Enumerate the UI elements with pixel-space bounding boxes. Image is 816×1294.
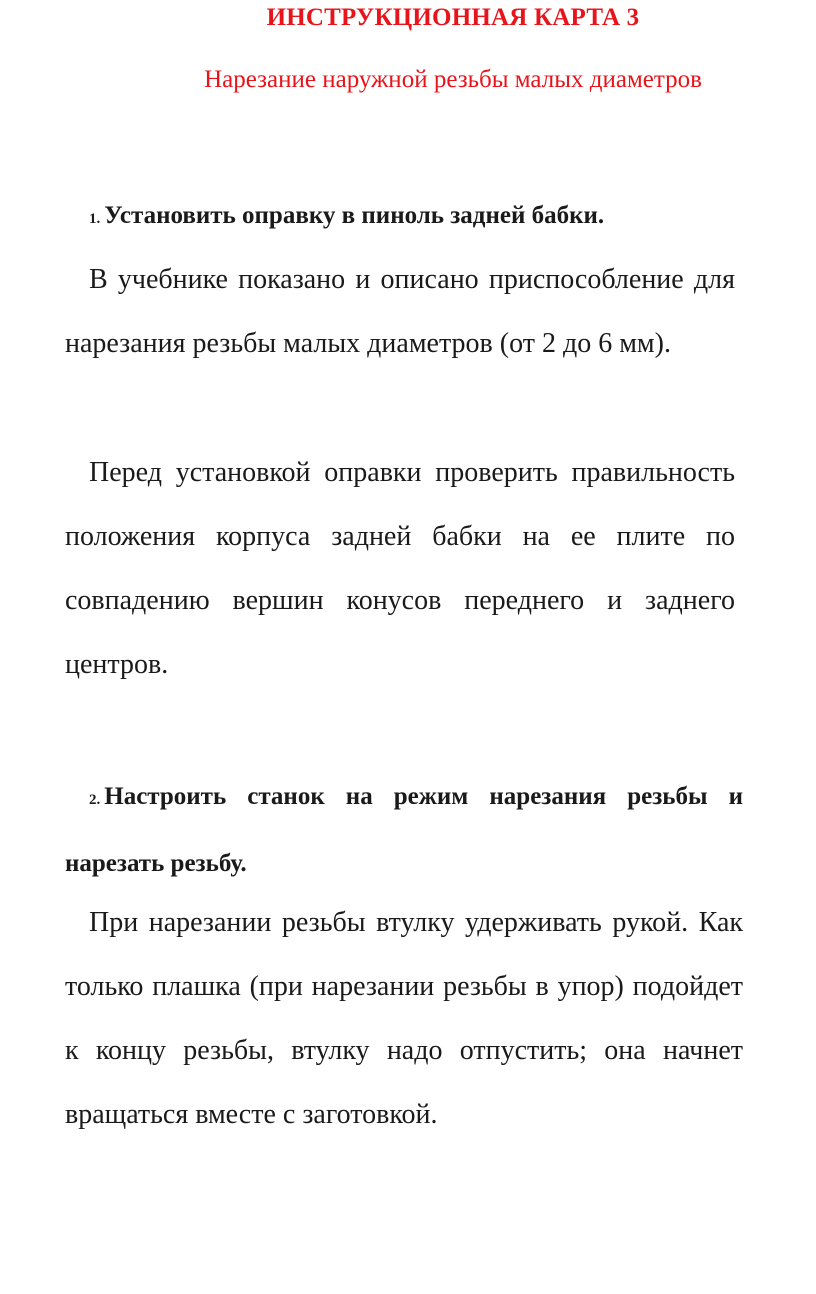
step-1-paragraph-1 xyxy=(65,248,735,376)
document-title: ИНСТРУКЦИОННАЯ КАРТА 3 xyxy=(266,4,640,31)
step-2-heading xyxy=(65,765,743,896)
step-1-paragraph-1-text: В учебнике показано и описано приспособление для нарезания резьбы малых диаметров (от 2 до 6 мм). xyxy=(65,264,735,359)
step-2-paragraph-1-text: При нарезании резьбы втулку удерживать рукой. Как только плашка (при нарезании резьбы в упор) подойдет к концу резьбы, втулку надо отпустить; она начнет вращаться вместе с заготовкой. xyxy=(65,907,743,1130)
step-1-heading xyxy=(65,184,743,251)
step-1-number: 1. xyxy=(89,211,101,227)
step-1-heading-text: Установить оправку в пиноль задней бабки. xyxy=(104,202,605,229)
step-1-paragraph-2 xyxy=(65,441,735,697)
step-1-paragraph-2-text: Перед установкой оправки проверить правильность положения корпуса задней бабки на ее плите по совпадению вершин конусов переднего и заднего центров. xyxy=(65,457,735,680)
step-2-paragraph-1 xyxy=(65,891,743,1147)
step-2-number: 2. xyxy=(89,792,101,808)
step-2-heading-text: Настроить станок на режим нарезания резьбы и нарезать резьбу. xyxy=(65,783,743,877)
document-subtitle: Нарезание наружной резьбы малых диаметров xyxy=(204,66,702,93)
